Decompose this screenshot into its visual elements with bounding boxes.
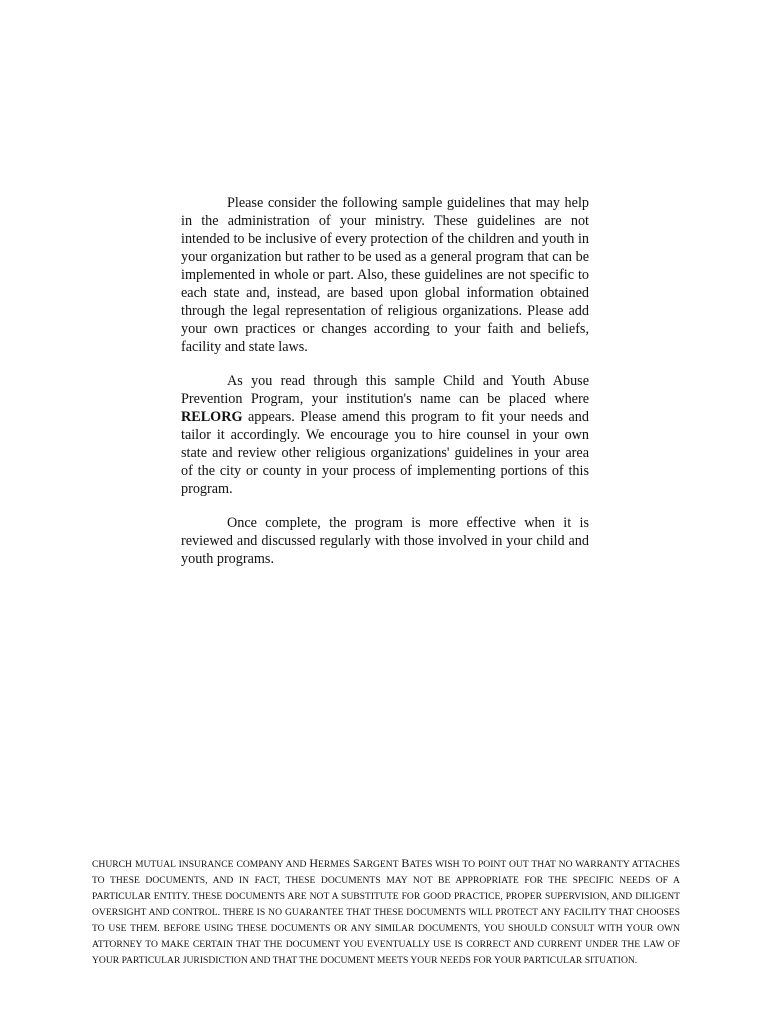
disclaimer-part-4: ATES WISH TO POINT OUT THAT NO WARRANTY ATTACHES TO THESE DOCUMENTS, AND IN FACT, THESE DOCUMENTS MAY NOT BE APPROPRIATE FOR THE SPECIFIC NEEDS OF A PARTICULAR ENTITY. THESE DOCUMENTS ARE NOT A SUBSTITUTE FOR GOOD PRACTICE, PROPER SUPERVISION, AND DILIGENT OVERSIGHT AND CONTROL. THERE IS NO GUARANTEE THAT THESE DOCUMENTS WILL PROTECT ANY FACILITY THAT CHOOSES TO USE THEM. BEFORE USING THESE DOCUMENTS OR ANY SIMILAR DOCUMENTS, YOU SHOULD CONSULT WITH YOUR OWN ATTORNEY TO MAKE CERTAIN THAT THE DOCUMENT YOU EVENTUALLY USE IS CORRECT AND CURRENT UNDER THE LAW OF YOUR PARTICULAR JURISDICTION AND THAT THE DOCUMENT MEETS YOUR NEEDS FOR YOUR PARTICULAR SITUATION. — [92, 859, 680, 966]
disclaimer-footer — [92, 855, 680, 969]
disclaimer-part-3: ARGENT — [359, 859, 402, 870]
intro-paragraph: Please consider the following sample guidelines that may help in the administration of your ministry. These guidelines are not intended to be inclusive of every protection of the children and youth in your organization but rather to be used as a general program that can be implemented in whole or part. Also, these guidelines are not specific to each state and, instead, are based upon global information obtained through the legal representation of religious organizations. Please add your own practices or changes according to your faith and beliefs, facility and state laws. — [181, 195, 589, 355]
document-body — [181, 194, 589, 568]
closing-paragraph: Once complete, the program is more effective when it is reviewed and discussed regularly with those involved in your child and youth programs. — [181, 515, 589, 567]
disclaimer-initial-h: H — [309, 856, 319, 870]
relorg-paragraph-start: As you read through this sample Child and Youth Abuse Prevention Program, your institution's name can be placed where — [181, 373, 589, 407]
relorg-paragraph — [181, 372, 589, 498]
disclaimer-initial-b: B — [401, 856, 410, 870]
disclaimer-initial-s: S — [352, 856, 360, 870]
disclaimer-part-1: CHURCH MUTUAL INSURANCE COMPANY AND — [92, 859, 310, 870]
disclaimer-part-2: ERMES — [318, 859, 353, 870]
relorg-term: RELORG — [181, 409, 243, 425]
relorg-paragraph-end: appears. Please amend this program to fit your needs and tailor it accordingly. We encourage you to hire counsel in your own state and review other religious organizations' guidelines in your area of the city or county in your process of implementing portions of this program. — [181, 409, 589, 497]
